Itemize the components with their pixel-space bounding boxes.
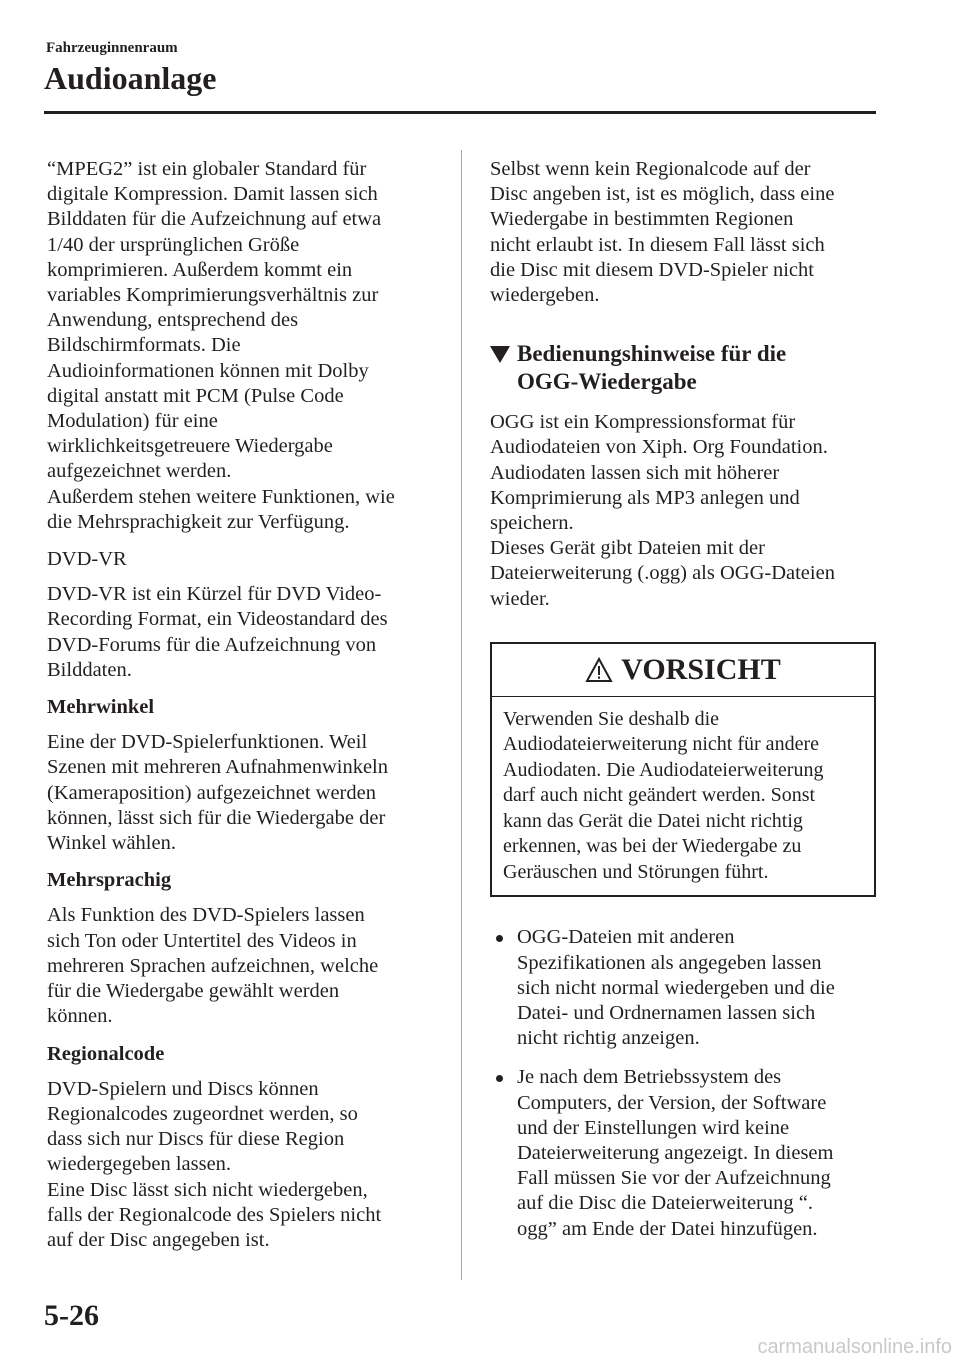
warning-triangle-icon <box>585 657 613 683</box>
text-line: Regionalcodes zugeordnet werden, so <box>47 1102 358 1125</box>
text-line: komprimieren. Außerdem kommt ein <box>47 258 353 281</box>
text-line: nicht erlaubt ist. In diesem Fall lässt sich <box>490 233 825 256</box>
text-line: Winkel wählen. <box>47 832 176 855</box>
text-line: nicht richtig anzeigen. <box>517 1027 700 1050</box>
right-column <box>490 157 876 1242</box>
text-line: Anwendung, entsprechend des <box>47 309 299 332</box>
text-line: darf auch nicht geändert werden. Sonst <box>503 784 816 807</box>
text-line: sich nicht normal wiedergeben und die <box>517 976 835 999</box>
text-line: aufgezeichnet werden. <box>47 460 232 483</box>
column-divider <box>461 150 462 1280</box>
text-line: auf der Disc angegeben ist. <box>47 1228 270 1251</box>
text-line: Spezifikationen als angegeben lassen <box>517 951 822 974</box>
term-mehrsprachig-description <box>47 903 447 1029</box>
text-line: DVD-Spielern und Discs können <box>47 1077 319 1100</box>
term-regionalcode: Regionalcode <box>47 1042 165 1065</box>
text-line: die Disc mit diesem DVD-Spieler nicht <box>490 258 814 281</box>
text-line: Dateierweiterung (.ogg) als OGG-Dateien <box>490 562 835 585</box>
caution-text <box>503 707 866 886</box>
text-line: (Kameraposition) aufgezeichnet werden <box>47 781 376 804</box>
text-line: Szenen mit mehreren Aufnahmenwinkeln <box>47 756 388 779</box>
text-line: Dateierweiterung angezeigt. In diesem <box>517 1141 834 1164</box>
text-line: Audiodaten lassen sich mit höherer <box>490 461 780 484</box>
left-column <box>47 157 447 1253</box>
text-line: mehreren Sprachen aufzeichnen, welche <box>47 954 379 977</box>
text-line: Recording Format, ein Videostandard des <box>47 608 388 631</box>
text-line: DVD-Forums für die Aufzeichnung von <box>47 633 377 656</box>
bullet-dot-icon <box>496 1075 503 1082</box>
text-line: digital anstatt mit PCM (Pulse Code <box>47 384 344 407</box>
text-line: Fall müssen Sie vor der Aufzeichnung <box>517 1167 831 1190</box>
text-line: digitale Kompression. Damit lassen sich <box>47 183 378 206</box>
text-line: OGG ist ein Kompressionsformat für <box>490 411 796 434</box>
text-line: können, lässt sich für die Wiedergabe der <box>47 806 386 829</box>
text-line: Modulation) für eine <box>47 410 218 433</box>
page-number: 5-26 <box>44 1299 99 1332</box>
term-mehrwinkel-description <box>47 730 447 856</box>
text-line: OGG-Dateien mit anderen <box>517 926 735 949</box>
text-line: können. <box>47 1005 113 1028</box>
text-line: Audiodateierweiterung nicht für andere <box>503 733 819 756</box>
text-line: Datei- und Ordnernamen lassen sich <box>517 1001 816 1024</box>
list-item-text <box>517 925 876 1051</box>
intro-paragraph <box>47 157 447 535</box>
text-line: Außerdem stehen weitere Funktionen, wie <box>47 485 395 508</box>
text-line: kann das Gerät die Datei nicht richtig <box>503 809 803 832</box>
text-line: Eine der DVD-Spielerfunktionen. Weil <box>47 731 368 754</box>
watermark: carmanualsonline.info <box>757 1336 952 1358</box>
list-item <box>490 1065 876 1241</box>
text-line: Verwenden Sie deshalb die <box>503 707 720 730</box>
text-line: Geräuschen und Störungen führt. <box>503 860 769 883</box>
text-line: Komprimierung als MP3 anlegen und <box>490 486 800 509</box>
term-dvd-vr-description <box>47 582 447 683</box>
term-dvd-vr: DVD-VR <box>47 548 127 571</box>
text-line: 1/40 der ursprünglichen Größe <box>47 233 300 256</box>
text-line: falls der Regionalcode des Spielers nicht <box>47 1203 382 1226</box>
list-item-text <box>517 1065 876 1241</box>
text-line: Bedienungshinweise für die <box>517 341 787 367</box>
text-line: ogg” am Ende der Datei hinzufügen. <box>517 1217 818 1240</box>
text-line: sich Ton oder Untertitel des Videos in <box>47 929 357 952</box>
text-line: Bildschirmformats. Die <box>47 334 241 357</box>
ogg-subheading <box>490 340 876 396</box>
text-line: Dieses Gerät gibt Dateien mit der <box>490 537 765 560</box>
text-line: Bilddaten. <box>47 658 132 681</box>
text-line: Computers, der Version, der Software <box>517 1091 827 1114</box>
text-line: Je nach dem Betriebssystem des <box>517 1066 782 1089</box>
triangle-bullet-icon <box>490 346 510 363</box>
text-line: wieder. <box>490 587 550 610</box>
caution-header <box>492 644 874 697</box>
page-title: Audioanlage <box>44 60 217 96</box>
text-line: wiedergeben. <box>490 284 600 307</box>
region-paragraph <box>490 157 876 308</box>
text-line: und der Einstellungen wird keine <box>517 1116 790 1139</box>
header-rule <box>44 111 876 114</box>
text-line: Wiedergabe in bestimmten Regionen <box>490 208 794 231</box>
caution-title: VORSICHT <box>621 652 781 686</box>
text-line: DVD-VR ist ein Kürzel für DVD Video- <box>47 583 382 606</box>
text-line: Bilddaten für die Aufzeichnung auf etwa <box>47 208 382 231</box>
ogg-paragraph <box>490 410 876 612</box>
text-line: für die Wiedergabe gewählt werden <box>47 980 340 1003</box>
text-line: Audioinformationen können mit Dolby <box>47 359 369 382</box>
text-line: Als Funktion des DVD-Spielers lassen <box>47 904 365 927</box>
term-mehrsprachig: Mehrsprachig <box>47 869 172 892</box>
text-line: OGG-Wiedergabe <box>517 369 697 395</box>
bullet-dot-icon <box>496 935 503 942</box>
list-item <box>490 925 876 1051</box>
term-regionalcode-description <box>47 1077 447 1253</box>
text-line: auf die Disc die Dateierweiterung “. <box>517 1192 813 1215</box>
term-mehrwinkel: Mehrwinkel <box>47 696 155 719</box>
text-line: Disc angeben ist, ist es möglich, dass eine <box>490 183 835 206</box>
text-line: wirklichkeitsgetreuere Wiedergabe <box>47 435 333 458</box>
section-label: Fahrzeuginnenraum <box>46 40 178 56</box>
text-line: Audiodaten. Die Audiodateierweiterung <box>503 758 824 781</box>
text-line: Audiodateien von Xiph. Org Foundation. <box>490 436 828 459</box>
ogg-subheading-text <box>517 340 876 396</box>
text-line: dass sich nur Discs für diese Region <box>47 1128 345 1151</box>
text-line: wiedergegeben lassen. <box>47 1153 232 1176</box>
text-line: speichern. <box>490 512 574 535</box>
text-line: variables Komprimierungsverhältnis zur <box>47 284 379 307</box>
text-line: Selbst wenn kein Regionalcode auf der <box>490 158 811 180</box>
caution-box <box>490 642 876 898</box>
text-line: “MPEG2” ist ein globaler Standard für <box>47 158 367 180</box>
text-line: die Mehrsprachigkeit zur Verfügung. <box>47 510 350 533</box>
text-line: erkennen, was bei der Wiedergabe zu <box>503 835 802 858</box>
text-line: Eine Disc lässt sich nicht wiedergeben, <box>47 1178 368 1201</box>
